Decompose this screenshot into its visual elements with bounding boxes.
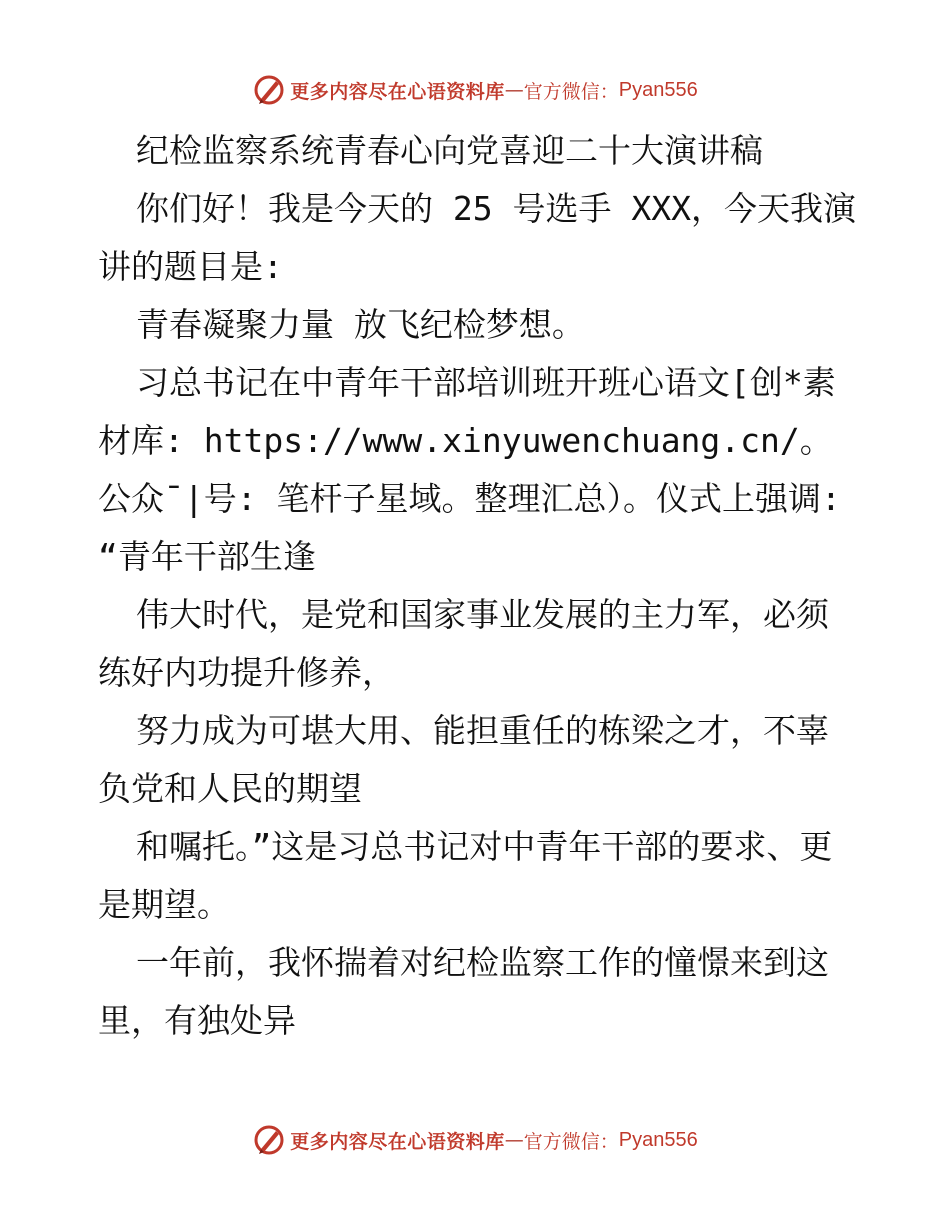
paragraph: 习总书记在中青年干部培训班开班心语文[创*素材库: https://www.xinyuwenchuang.cn/。公众¯|号: 笔杆子星域。整理汇总）。仪式上强调: “青年干部生逢 [98,363,861,576]
pen-logo-icon [252,1123,286,1157]
paragraph: 和嘱托。”这是习总书记对中青年干部的要求、更是期望。 [98,827,833,924]
paragraph: 伟大时代，是党和国家事业发展的主力军，必须练好内功提升修养， [98,595,829,692]
pen-logo-icon [252,73,286,107]
banner-brand-text: 更多内容尽在心语资料库 [290,80,505,103]
banner-wechat-handle: Pyan556 [618,1128,698,1151]
banner-brand-text: 更多内容尽在心语资料库 [290,1130,505,1153]
document-title: 纪检监察系统青春心向党喜迎二十大演讲稿 [136,131,763,170]
banner-separator: — [504,1129,524,1151]
banner-wechat-handle: Pyan556 [618,78,698,101]
banner-wechat-label: 官方微信： [523,80,619,103]
paragraph: 一年前，我怀揣着对纪检监察工作的憧憬来到这里，有独处异 [98,943,829,1040]
paragraph: 青春凝聚力量 放飞纪检梦想。 [136,305,585,344]
footer-banner [0,1120,950,1160]
header-banner [0,70,950,110]
paragraph: 努力成为可堪大用、能担重任的栋梁之才，不辜负党和人民的期望 [98,711,829,808]
document-body [98,122,861,1050]
paragraph: 你们好！我是今天的 25 号选手 XXX，今天我演讲的题目是: [98,189,856,286]
banner-separator: — [504,79,524,101]
banner-wechat-label: 官方微信： [523,1130,619,1153]
